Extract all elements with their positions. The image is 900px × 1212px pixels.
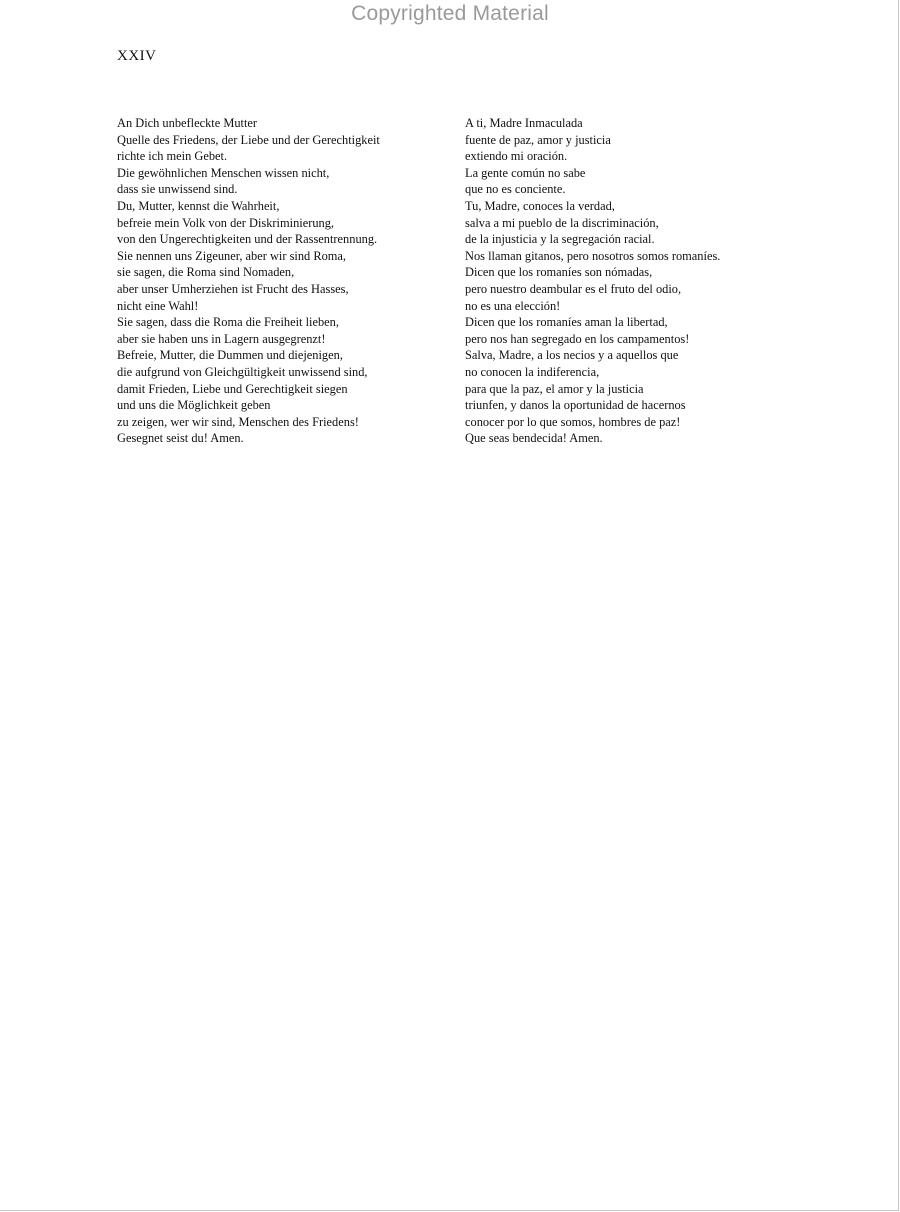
german-line: sie sagen, die Roma sind Nomaden, bbox=[117, 265, 295, 280]
spanish-line: Que seas bendecida! Amen. bbox=[465, 431, 603, 446]
copyright-watermark: Copyrighted Material bbox=[351, 2, 549, 25]
german-line: aber sie haben uns in Lagern ausgegrenzt! bbox=[117, 331, 326, 346]
german-line: An Dich unbefleckte Mutter bbox=[117, 116, 258, 130]
spanish-line: pero nos han segregado en los campamentos! bbox=[465, 331, 690, 346]
german-line: Quelle des Friedens, der Liebe und der Gerechtigkeit bbox=[117, 132, 380, 147]
german-line: befreie mein Volk von der Diskriminierung, bbox=[117, 215, 335, 230]
spanish-line: no conocen la indiferencia, bbox=[465, 364, 600, 379]
german-line: nicht eine Wahl! bbox=[117, 298, 199, 313]
spanish-line: de la injusticia y la segregación racial. bbox=[465, 232, 655, 247]
german-line: richte ich mein Gebet. bbox=[117, 149, 228, 164]
spanish-line: Dicen que los romaníes aman la libertad, bbox=[465, 315, 668, 330]
spanish-line: Nos llaman gitanos, pero nosotros somos romaníes. bbox=[465, 248, 721, 263]
spanish-line: Dicen que los romaníes son nómadas, bbox=[465, 265, 653, 280]
german-line: und uns die Möglichkeit geben bbox=[117, 398, 271, 413]
german-line: Du, Mutter, kennst die Wahrheit, bbox=[117, 198, 280, 213]
spanish-prayer-column bbox=[465, 115, 795, 447]
german-line: damit Frieden, Liebe und Gerechtigkeit siegen bbox=[117, 381, 348, 396]
german-line: von den Ungerechtigkeiten und der Rassentrennung. bbox=[117, 232, 378, 247]
spanish-line: extiendo mi oración. bbox=[465, 149, 568, 164]
spanish-line: no es una elección! bbox=[465, 298, 561, 313]
german-line: Sie sagen, dass die Roma die Freiheit lieben, bbox=[117, 315, 339, 330]
spanish-line: conocer por lo que somos, hombres de paz! bbox=[465, 414, 681, 429]
german-line: Gesegnet seist du! Amen. bbox=[117, 431, 244, 446]
german-line: dass sie unwissend sind. bbox=[117, 182, 238, 197]
spanish-line: que no es conciente. bbox=[465, 182, 566, 197]
chapter-number: XXIV bbox=[117, 48, 157, 64]
spanish-line: Tu, Madre, conoces la verdad, bbox=[465, 198, 615, 213]
spanish-line: La gente común no sabe bbox=[465, 165, 586, 180]
german-prayer-column bbox=[117, 115, 447, 447]
spanish-line: salva a mi pueblo de la discriminación, bbox=[465, 215, 659, 230]
spanish-line: para que la paz, el amor y la justicia bbox=[465, 381, 644, 396]
german-line: Befreie, Mutter, die Dummen und diejenigen, bbox=[117, 348, 343, 363]
spanish-line: triunfen, y danos la oportunidad de hacernos bbox=[465, 398, 686, 413]
german-line: die aufgrund von Gleichgültigkeit unwissend sind, bbox=[117, 364, 368, 379]
german-line: Die gewöhnlichen Menschen wissen nicht, bbox=[117, 165, 330, 180]
german-line: zu zeigen, wer wir sind, Menschen des Friedens! bbox=[117, 414, 359, 429]
spanish-line: A ti, Madre Inmaculada bbox=[465, 116, 583, 130]
german-line: aber unser Umherziehen ist Frucht des Hasses, bbox=[117, 281, 349, 296]
spanish-line: fuente de paz, amor y justicia bbox=[465, 132, 611, 147]
german-line: Sie nennen uns Zigeuner, aber wir sind Roma, bbox=[117, 248, 347, 263]
spanish-line: Salva, Madre, a los necios y a aquellos que bbox=[465, 348, 679, 363]
spanish-line: pero nuestro deambular es el fruto del odio, bbox=[465, 281, 682, 296]
